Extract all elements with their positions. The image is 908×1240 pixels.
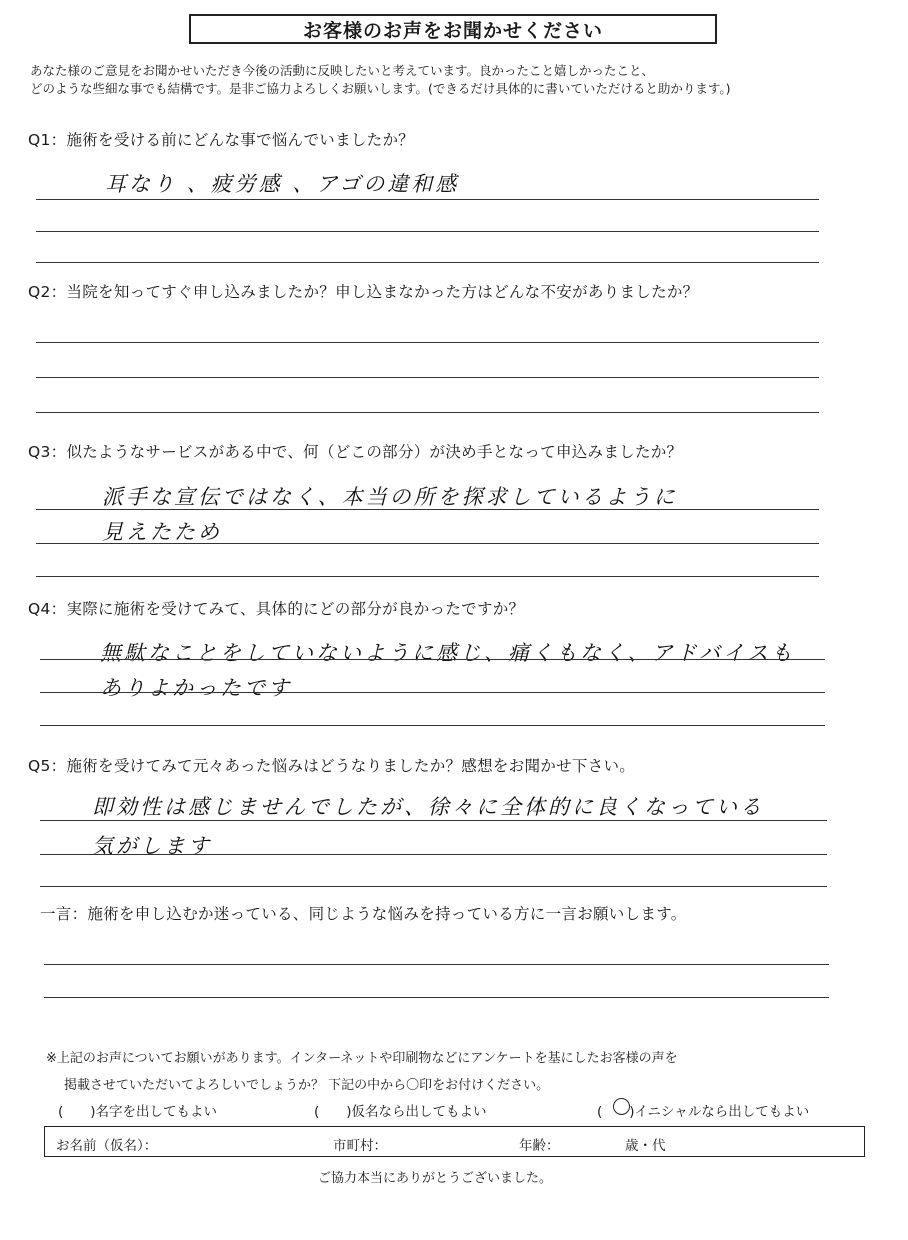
question-5-label: Q5：施術を受けてみて元々あった悩みはどうなりましたか？感想をお聞かせ下さい。 [28,757,636,775]
age-suffix: 歳・代 [625,1138,666,1154]
answer-rule [40,725,825,726]
name-field-label: お名前（仮名）： [56,1138,158,1154]
answer-rule [44,997,829,998]
answer-rule [40,659,825,660]
answer-rule [36,262,819,263]
question-2-label: Q2：当院を知ってすぐ申し込みましたか？申し込まなかった方はどんな不安がありましたか？ [28,283,699,301]
answer-rule [36,377,819,378]
q3-answer-line-2: 見えたため [102,520,222,544]
intro-line-2: どのような些細な事でも結構です。是非ご協力よろしくお願いします。(できるだけ具体的に書いていただけると助かります。) [30,81,731,96]
answer-rule [40,820,827,821]
q3-answer-line-1: 派手な宣伝ではなく、本当の所を探求しているように [102,485,678,509]
answer-rule [40,692,825,693]
option-pseudonym[interactable] [314,1100,487,1120]
answer-rule [44,964,829,965]
option-label: 名字を出してもよい [95,1104,218,1120]
age-field-label: 年齢： [519,1138,560,1154]
answer-rule [36,342,819,343]
question-3-label: Q3：似たようなサービスがある中で、何（どこの部分）が決め手となって申込みましたか？ [28,443,683,461]
option-parens: ( ) [597,1104,635,1120]
survey-title: お客様のお声をお聞かせください [302,19,603,42]
consent-line-1: ※上記のお声についてお願いがあります。インターネットや印刷物などにアンケートを基にしたお客様の声を [46,1051,678,1066]
q4-answer-line-1: 無駄なことをしていないように感じ、痛くもなく、アドバイスも [100,641,795,665]
option-full-name[interactable] [58,1100,217,1120]
question-4-label: Q4：実際に施術を受けてみて、具体的にどの部分が良かったですか？ [28,600,525,618]
q1-answer-line-1: 耳なり 、疲労感 、アゴの違和感 [105,172,460,196]
answer-rule [36,576,819,577]
name-info-box [44,1126,865,1157]
answer-rule [40,886,827,887]
q5-answer-line-1: 即効性は感じませんでしたが、徐々に全体的に良くなっている [92,795,764,819]
consent-line-2: 掲載させていただいてよろしいでしょうか？ 下記の中から〇印をお付けください。 [64,1078,550,1093]
option-label: 仮名なら出してもよい [351,1104,487,1120]
answer-rule [36,543,819,544]
comment-label: 一言：施術を申し込むか迷っている、同じような悩みを持っている方に一言お願いします。 [40,905,687,923]
selected-circle-mark [613,1098,630,1115]
q5-answer-line-2: 気がします [92,834,212,858]
city-field-label: 市町村： [333,1138,387,1154]
answer-rule [36,199,819,200]
answer-rule [36,509,819,510]
thanks-message: ご協力本当にありがとうございました。 [318,1171,553,1186]
answer-rule [36,412,819,413]
answer-rule [36,231,819,232]
option-label: イニシャルなら出してもよい [634,1104,810,1120]
q4-answer-line-2: ありよかったです [100,676,292,700]
intro-line-1: あなた様のご意見をお聞かせいただき今後の活動に反映したいと考えています。良かったこと嬉しかったこと、 [30,63,655,78]
question-1-label: Q1：施術を受ける前にどんな事で悩んでいましたか？ [28,131,415,149]
survey-title-box [189,14,717,44]
option-parens: ( ) [58,1104,96,1120]
answer-rule [40,854,827,855]
option-parens: ( ) [314,1104,352,1120]
